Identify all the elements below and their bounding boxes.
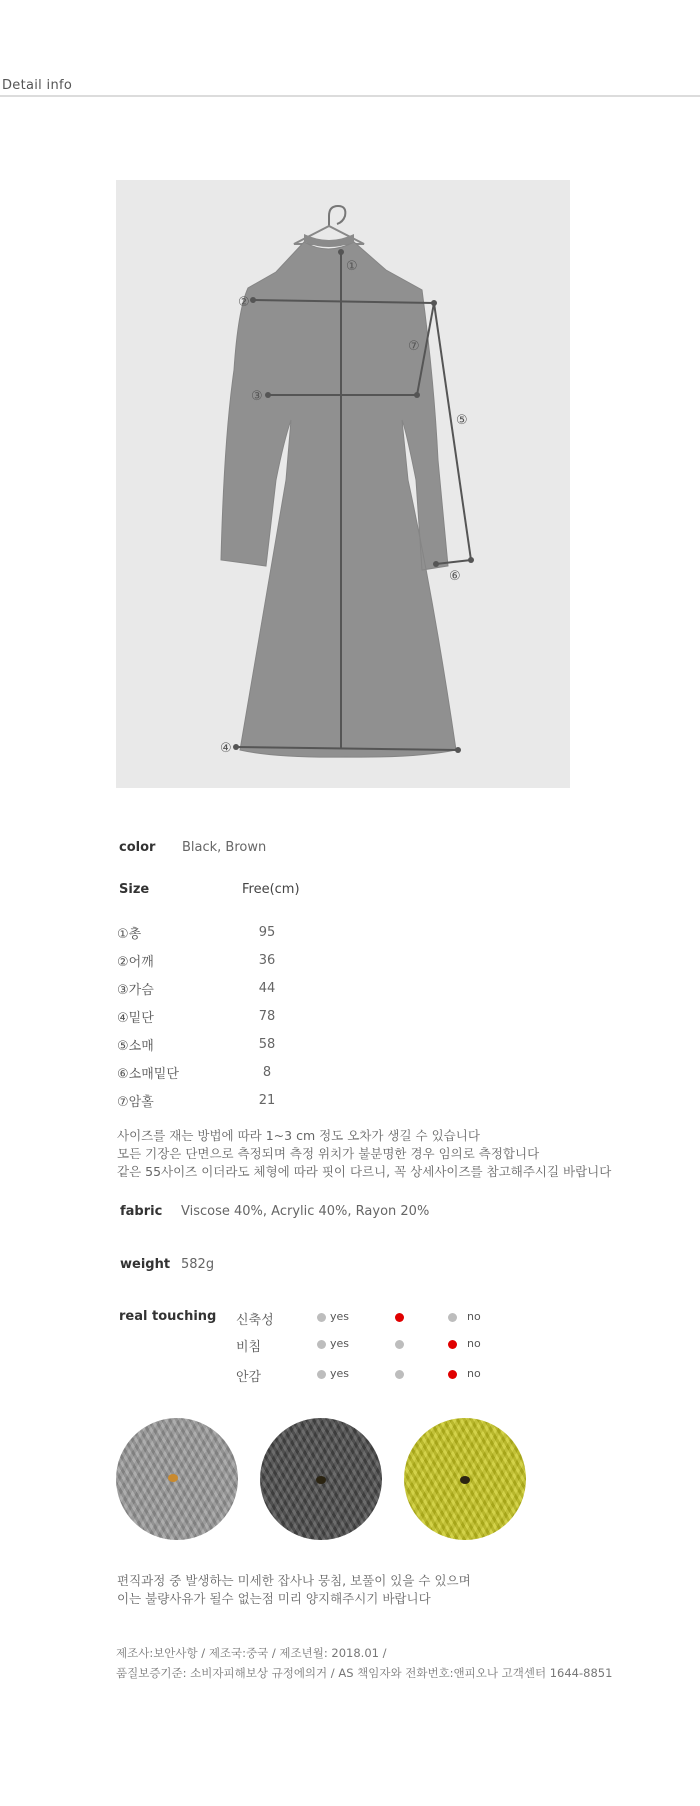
rating-option-no: no [467, 1310, 481, 1323]
real-touching-row-label: 안감 [236, 1370, 262, 1385]
marker-armhole: ⑦ [408, 339, 420, 354]
measure-dot [431, 300, 437, 306]
marker-cuff: ⑥ [449, 569, 461, 584]
rating-dot-middle [395, 1340, 404, 1349]
rating-dot-middle [395, 1370, 404, 1379]
rating-option-yes: yes [330, 1367, 350, 1380]
color-label: color [119, 840, 156, 855]
rating-dot-no [448, 1370, 457, 1379]
size-row-label: ⑦암홀 [117, 1095, 154, 1110]
marker-length: ① [346, 259, 358, 274]
dress-diagram [116, 180, 570, 788]
garment-measurement-image [116, 180, 570, 788]
section-title: Detail info [2, 78, 73, 93]
fabric-value: Viscose 40%, Acrylic 40%, Rayon 20% [181, 1204, 430, 1219]
measure-dot [265, 392, 271, 398]
rating-dot-no [448, 1313, 457, 1322]
fabric-fiber-spot [168, 1474, 178, 1482]
measure-dot [433, 561, 439, 567]
measure-dot [414, 392, 420, 398]
size-label: Size [119, 882, 150, 897]
fabric-swatch-grey [116, 1418, 238, 1540]
real-touching-label: real touching [119, 1309, 217, 1324]
rating-dot-yes [317, 1370, 326, 1379]
measure-dot [233, 744, 239, 750]
footer-line: 품질보증기준: 소비자피해보상 규정에의거 / AS 책임자와 전화번호:앤피오나 고객센터 1644-8851 [116, 1666, 613, 1680]
marker-chest: ③ [251, 389, 263, 404]
footer-line: 제조사:보안사항 / 제조국:중국 / 제조년월: 2018.01 / [116, 1646, 387, 1660]
rating-option-no: no [467, 1337, 481, 1350]
rating-option-no: no [467, 1367, 481, 1380]
size-row-value: 8 [262, 1065, 272, 1080]
size-row-value: 58 [258, 1037, 276, 1052]
color-value: Black, Brown [182, 840, 267, 855]
size-row-value: 44 [258, 981, 276, 996]
defect-note: 편직과정 중 발생하는 미세한 잡사나 뭉침, 보풀이 있을 수 있으며 [117, 1573, 471, 1588]
measure-dot [468, 557, 474, 563]
size-note: 사이즈를 재는 방법에 따라 1~3 cm 정도 오차가 생길 수 있습니다 [117, 1128, 480, 1143]
size-row-label: ⑥소매밑단 [117, 1067, 179, 1082]
measure-dot [250, 297, 256, 303]
measure-dot [455, 747, 461, 753]
size-row-label: ①총 [117, 927, 142, 942]
size-row-label: ⑤소매 [117, 1039, 154, 1054]
rating-dot-no [448, 1340, 457, 1349]
real-touching-row-label: 신축성 [236, 1313, 274, 1328]
size-row-value: 36 [258, 953, 276, 968]
weight-value: 582g [181, 1257, 215, 1272]
weight-label: weight [120, 1257, 171, 1272]
size-row-label: ③가슴 [117, 983, 154, 998]
fabric-swatch-charcoal [260, 1418, 382, 1540]
measure-dot [338, 249, 344, 255]
marker-shoulder: ② [238, 295, 250, 310]
size-row-label: ②어깨 [117, 955, 154, 970]
size-note: 같은 55사이즈 이더라도 체형에 따라 핏이 다르니, 꼭 상세사이즈를 참고해주시길 바랍니다 [117, 1164, 612, 1179]
size-row-value: 78 [258, 1009, 276, 1024]
rating-dot-middle [395, 1313, 404, 1322]
hanger-hook [329, 206, 345, 226]
rating-dot-yes [317, 1313, 326, 1322]
rating-option-yes: yes [330, 1337, 350, 1350]
marker-hem: ④ [220, 741, 232, 756]
section-divider [0, 95, 700, 97]
marker-sleeve: ⑤ [456, 413, 468, 428]
fabric-label: fabric [120, 1204, 163, 1219]
size-row-value: 95 [258, 925, 276, 940]
size-note: 모든 기장은 단면으로 측정되며 측정 위치가 불분명한 경우 임의로 측정합니다 [117, 1146, 540, 1161]
size-row-label: ④밑단 [117, 1011, 154, 1026]
real-touching-row-label: 비침 [236, 1340, 262, 1355]
rating-dot-yes [317, 1340, 326, 1349]
fabric-fiber-spot [460, 1476, 470, 1484]
defect-note: 이는 불량사유가 될수 없는점 미리 양지해주시기 바랍니다 [117, 1591, 431, 1606]
fabric-swatch-yellow [404, 1418, 526, 1540]
fabric-fiber-spot [316, 1476, 326, 1484]
rating-option-yes: yes [330, 1310, 350, 1323]
size-column-header: Free(cm) [242, 882, 300, 897]
size-row-value: 21 [258, 1093, 276, 1108]
dress-silhouette [221, 242, 456, 757]
